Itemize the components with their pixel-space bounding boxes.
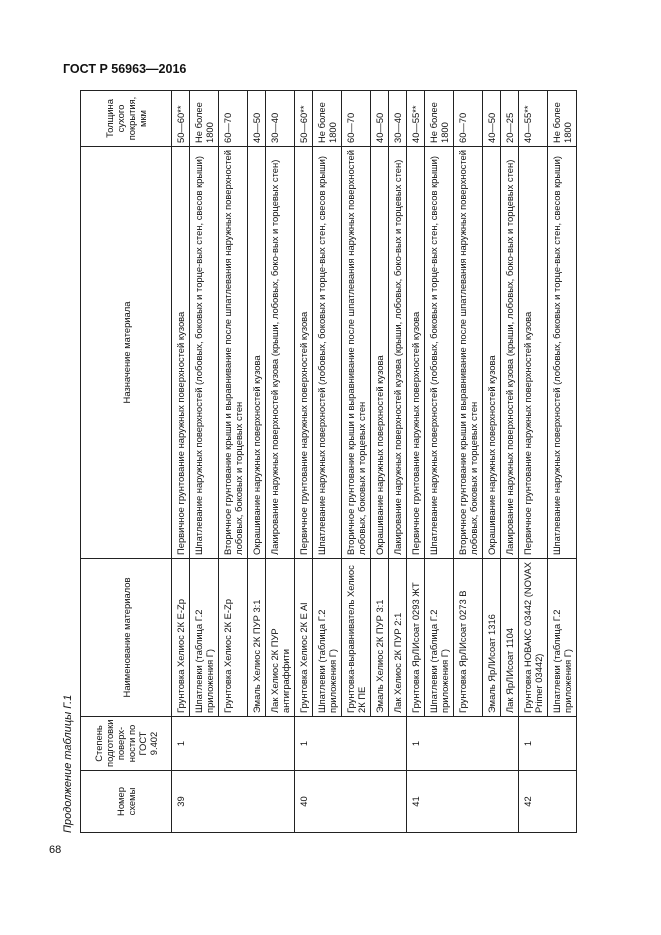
cell-scheme: 40 <box>295 771 407 833</box>
cell-thickness: Не более 1800 <box>313 91 342 147</box>
cell-purpose: Вторичное грунтование крыши и выравнивание после шпатлевания наружных поверхностей лобовых, боковых и торцевых стен <box>342 147 371 559</box>
cell-material: Шпатлевки (таблица Г.2 приложения Г) <box>425 559 454 717</box>
cell-scheme: 42 <box>519 771 577 833</box>
cell-purpose: Окрашивание наружных поверхностей кузова <box>248 147 266 559</box>
cell-purpose: Вторичное грунтование крыши и выравнивание после шпатлевания наружных поверхностей лобовых, боковых и торцевых стен <box>454 147 483 559</box>
cell-purpose: Первичное грунтование наружных поверхностей кузова <box>172 147 190 559</box>
cell-material: Грунтовка Хелиос 2К E Al <box>295 559 313 717</box>
cell-thickness: 40—50 <box>371 91 389 147</box>
cell-thickness: 60—70 <box>342 91 371 147</box>
cell-thickness: 60—70 <box>454 91 483 147</box>
table-caption: Продолжение таблицы Г.1 <box>62 694 74 833</box>
cell-material: Грунтовка Хелиос 2К E-Zp <box>219 559 248 717</box>
cell-thickness: 40—55** <box>407 91 425 147</box>
cell-purpose: Лакирование наружных поверхностей кузова (крыши, лобовых, боко-вых и торцевых стен) <box>389 147 407 559</box>
cell-thickness: 40—50 <box>483 91 501 147</box>
cell-purpose: Окрашивание наружных поверхностей кузова <box>371 147 389 559</box>
table-row <box>407 91 425 833</box>
header-scheme: Номер схемы <box>81 771 172 833</box>
header-thickness: Толщина сухого покрытия, мкм <box>81 91 172 147</box>
cell-purpose: Лакирование наружных поверхностей кузова (крыши, лобовых, боко-вых и торцевых стен) <box>501 147 519 559</box>
coating-schemes-table <box>80 90 577 833</box>
cell-purpose: Шпатлевание наружных поверхностей (лобовых, боковых и торце-вых стен, свесов крыши) <box>190 147 219 559</box>
cell-thickness: 60—70 <box>219 91 248 147</box>
cell-purpose: Лакирование наружных поверхностей кузова (крыши, лобовых, боко-вых и торцевых стен) <box>266 147 295 559</box>
header-degree: Степень подготовки поверх-ности по ГОСТ 9.402 <box>81 717 172 771</box>
table-header-row <box>81 91 172 833</box>
page-number: 68 <box>49 844 62 856</box>
cell-material: Лак Хелиос 2К ПУР антиграффити <box>266 559 295 717</box>
cell-degree: 1 <box>519 717 577 771</box>
cell-material: Шпатлевки (таблица Г.2 приложения Г) <box>190 559 219 717</box>
cell-degree: 1 <box>172 717 295 771</box>
cell-material: Шпатлевки (таблица Г.2 приложения Г) <box>313 559 342 717</box>
standard-header: ГОСТ Р 56963—2016 <box>63 62 187 76</box>
cell-scheme: 39 <box>172 771 295 833</box>
cell-thickness: 40—55** <box>519 91 548 147</box>
cell-purpose: Шпатлевание наружных поверхностей (лобовых, боковых и торце-вых стен, свесов крыши) <box>548 147 577 559</box>
cell-thickness: 50—60** <box>172 91 190 147</box>
table-row <box>172 91 190 833</box>
cell-material: Эмаль Хелиос 2К ПУР 3:1 <box>248 559 266 717</box>
cell-thickness: 50—60** <box>295 91 313 147</box>
cell-purpose: Первичное грунтование наружных поверхностей кузова <box>295 147 313 559</box>
table-row <box>295 91 313 833</box>
cell-material: Грунтовка НОВАКС 03442 (NOVAX Primer 03442) <box>519 559 548 717</box>
cell-degree: 1 <box>407 717 519 771</box>
cell-material: Эмаль ЯрЛИсоат 1316 <box>483 559 501 717</box>
cell-material: Лак ЯрЛИсоат 1104 <box>501 559 519 717</box>
cell-material: Грунтовка ЯрЛИсоат 0273 В <box>454 559 483 717</box>
cell-material: Грунтовка Хелиос 2К E-Zp <box>172 559 190 717</box>
cell-purpose: Окрашивание наружных поверхностей кузова <box>483 147 501 559</box>
cell-purpose: Первичное грунтование наружных поверхностей кузова <box>519 147 548 559</box>
table-row <box>519 91 548 833</box>
cell-material: Шпатлевки (таблица Г.2 приложения Г) <box>548 559 577 717</box>
cell-material: Эмаль Хелиос 2К ПУР 3:1 <box>371 559 389 717</box>
header-material: Наименование материалов <box>81 559 172 717</box>
header-purpose: Назначение материала <box>81 147 172 559</box>
cell-material: Грунтовка ЯрЛИсоат 0293 ЖТ <box>407 559 425 717</box>
cell-thickness: 40—50 <box>248 91 266 147</box>
rotated-table-block <box>62 91 602 833</box>
cell-thickness: 30—40 <box>266 91 295 147</box>
cell-material: Грунтовка-выравниватель Хелиос 2К ПЕ <box>342 559 371 717</box>
cell-scheme: 41 <box>407 771 519 833</box>
cell-thickness: Не более 1800 <box>190 91 219 147</box>
cell-degree: 1 <box>295 717 407 771</box>
cell-purpose: Первичное грунтование наружных поверхностей кузова <box>407 147 425 559</box>
cell-thickness: Не более 1800 <box>548 91 577 147</box>
cell-purpose: Вторичное грунтование крыши и выравнивание после шпатлевания наружных поверхностей лобовых, боковых и торцевых стен <box>219 147 248 559</box>
cell-purpose: Шпатлевание наружных поверхностей (лобовых, боковых и торце-вых стен, свесов крыши) <box>425 147 454 559</box>
cell-thickness: Не более 1800 <box>425 91 454 147</box>
cell-material: Лак Хелиос 2К ПУР 2:1 <box>389 559 407 717</box>
cell-purpose: Шпатлевание наружных поверхностей (лобовых, боковых и торце-вых стен, свесов крыши) <box>313 147 342 559</box>
cell-thickness: 30—40 <box>389 91 407 147</box>
cell-thickness: 20—25 <box>501 91 519 147</box>
